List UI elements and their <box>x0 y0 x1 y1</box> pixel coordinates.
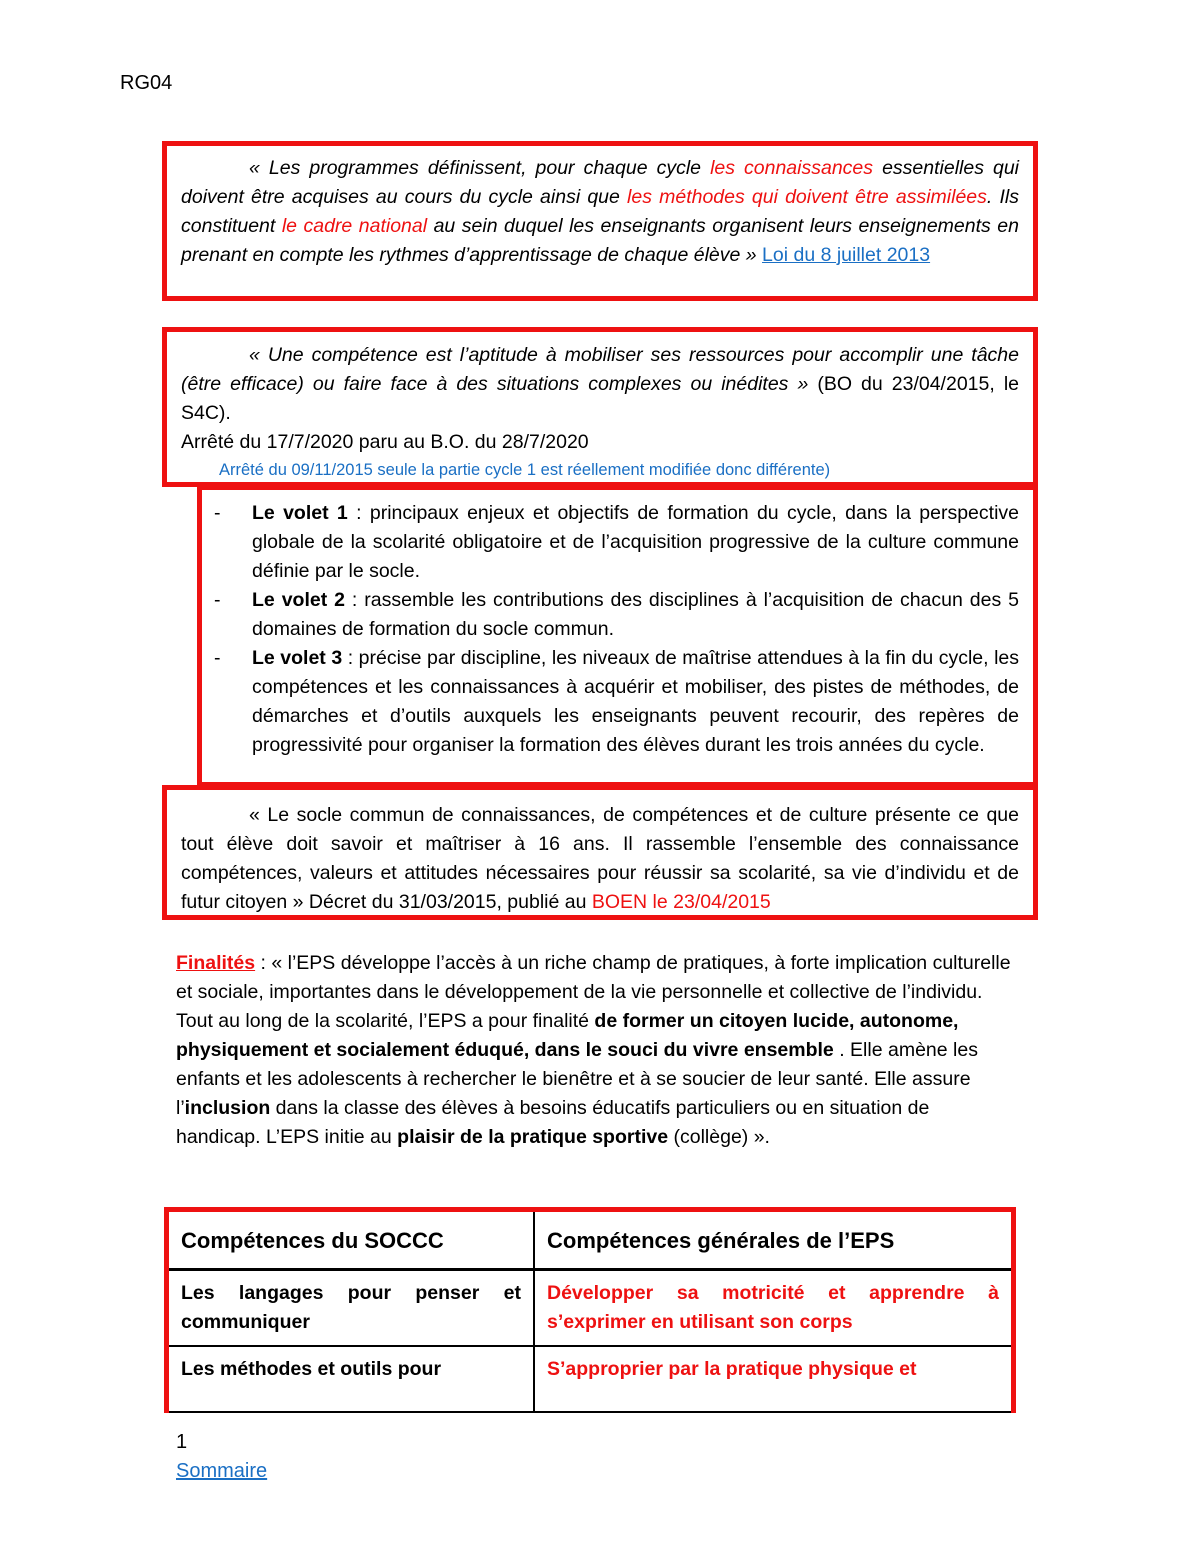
bo-reference: (BO du 23/04/2015, le S4C). <box>181 373 1019 424</box>
volet-title: Le volet 3 <box>252 647 343 669</box>
plaisir-bold: plaisir de la pratique sportive <box>397 1126 669 1148</box>
volet-text: : rassemble les contributions des disciplines à l’acquisition de chacun des 5 domaines de formation du socle commun. <box>252 589 1020 640</box>
table-cell: S’approprier par la pratique physique et <box>534 1346 1014 1412</box>
table-header-eps: Compétences générales de l’EPS <box>534 1210 1014 1270</box>
finalites-label[interactable]: Finalités <box>176 952 256 974</box>
list-item: - Le volet 1 : principaux enjeux et objectifs de formation du cycle, dans la perspective globale de la scolarité obligatoire et de l’acquisition progressive de la culture commune définie par le socle. <box>214 502 1020 582</box>
highlight-connaissances: les connaissances <box>710 157 874 179</box>
table-cell: Les langages pour penser et communiquer <box>167 1270 535 1347</box>
sommaire-link[interactable]: Sommaire <box>176 1460 268 1482</box>
table-cell: Les méthodes et outils pour <box>167 1346 535 1412</box>
boen-date: BOEN le 23/04/2015 <box>591 891 771 913</box>
volet-title: Le volet 1 <box>252 502 348 524</box>
volet-title: Le volet 2 <box>252 589 345 611</box>
volets-list <box>210 499 1019 760</box>
table-cell: Développer sa motricité et apprendre à s’exprimer en utilisant son corps <box>534 1270 1014 1347</box>
socle-commun-box <box>162 785 1038 920</box>
socle-text: « Le socle commun de connaissances, de compétences et de culture présente ce que tout élève doit savoir et maîtriser à 16 ans. Il rassemble l’ensemble des connaissance compétences, valeurs et attitudes nécessaires pour réussir sa scolarité, sa vie d’individu et de futur citoyen » Décret du 31/03/2015, publié au <box>181 804 1019 913</box>
document-code: RG04 <box>120 72 173 94</box>
table-header-soccc: Compétences du SOCCC <box>167 1210 535 1270</box>
arrete-2020: Arrêté du 17/7/2020 paru au B.O. du 28/7/2020 <box>181 431 589 453</box>
loi-2013-link[interactable]: Loi du 8 juillet 2013 <box>762 244 931 266</box>
highlight-methodes: les méthodes qui doivent être assimilées <box>627 186 987 208</box>
list-item: - Le volet 2 : rassemble les contributions des disciplines à l’acquisition de chacun des 5 domaines de formation du socle commun. <box>214 589 1020 640</box>
competences-table <box>164 1207 1016 1413</box>
volet-text: : principaux enjeux et objectifs de formation du cycle, dans la perspective globale de la scolarité obligatoire et de l’acquisition progressive de la culture commune définie par le socle. <box>252 502 1020 582</box>
quote-text: essentielles qui doivent être acquises au cours du cycle ainsi que <box>181 157 1020 208</box>
quote-text: au sein duquel les enseignants organisent leurs enseignements en prenant en compte les rythmes d’apprentissage de chaque élève » <box>181 215 1019 266</box>
quote-text: . Ils constituent <box>181 186 1019 237</box>
table-header-row <box>167 1210 1014 1270</box>
volet-text: : précise par discipline, les niveaux de maîtrise attendues à la fin du cycle, les compétences et les connaissances à acquérir et mobiliser, des pistes de méthodes, de démarches et d’outils auxquels les enseignants peuvent recourir, des repères de progressivité pour organiser la formation des élèves durant les trois années du cycle. <box>252 647 1020 756</box>
table-row <box>167 1270 1014 1347</box>
highlight-cadre-national: le cadre national <box>281 215 428 237</box>
inclusion-bold: inclusion <box>184 1097 271 1119</box>
arrete-2015-note: Arrêté du 09/11/2015 seule la partie cycle 1 est réellement modifiée donc différente) <box>219 461 831 479</box>
list-item: - Le volet 3 : précise par discipline, les niveaux de maîtrise attendues à la fin du cycle, les compétences et les connaissances à acquérir et mobiliser, des pistes de méthodes, de démarches et d’outils auxquels les enseignants peuvent recourir, des repères de progressivité pour organiser la formation des élèves durant les trois années du cycle. <box>214 647 1020 756</box>
finalite-bold: de former un citoyen lucide, autonome, physiquement et socialement éduqué, dans le souci du vivre ensemble <box>176 1010 959 1061</box>
page-number: 1 <box>176 1431 188 1453</box>
programmes-quote-box <box>162 141 1038 301</box>
finalites-paragraph: Finalités : « l’EPS développe l’accès à un riche champ de pratiques, à forte implication culturelle et sociale, importantes dans le développement de la vie personnelle et collective de l’individu. Tout au long de la scolarité, l’EPS a pour finalité de former un citoyen lucide, autonome, physiquement et socialement éduqué, dans le souci du vivre ensemble . Elle amène les enfants et les adolescents à rechercher le bienêtre et à se soucier de leur santé. Elle assure l’inclusion dans la classe des élèves à besoins éducatifs particuliers ou en situation de handicap. L’EPS initie au plaisir de la pratique sportive (collège) ». <box>176 952 1011 1148</box>
quote-text: « Les programmes définissent, pour chaque cycle <box>249 157 711 179</box>
volets-box <box>197 485 1038 787</box>
competence-quote: « Une compétence est l’aptitude à mobiliser ses ressources pour accomplir une tâche (être efficace) ou faire face à des situations complexes ou inédites » <box>181 344 1019 395</box>
competence-definition-box <box>162 327 1038 487</box>
table-row <box>167 1346 1014 1412</box>
